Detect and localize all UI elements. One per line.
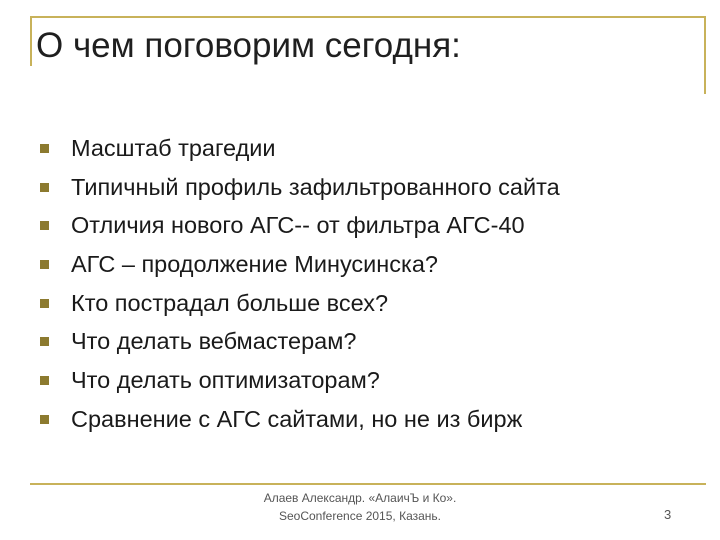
list-item-text: Что делать оптимизаторам?	[71, 366, 380, 393]
footer-event: SeoConference 2015, Казань.	[278, 509, 441, 523]
square-bullet-icon	[40, 260, 49, 269]
list-item	[40, 284, 560, 323]
square-bullet-icon	[40, 337, 49, 346]
list-item	[40, 400, 560, 439]
page-number: 3	[664, 507, 672, 522]
list-item	[40, 322, 560, 361]
slide-title: О чем поговорим сегодня:	[36, 26, 461, 65]
list-item-text: Отличия нового АГС-- от фильтра АГС-40	[71, 212, 525, 239]
list-item-text: Что делать вебмастерам?	[71, 328, 357, 355]
slide-footer	[150, 489, 570, 525]
list-item	[40, 129, 560, 168]
list-item	[40, 206, 560, 245]
square-bullet-icon	[40, 183, 49, 192]
square-bullet-icon	[40, 221, 49, 230]
bullet-list	[40, 129, 560, 439]
list-item-text: Сравнение с АГС сайтами, но не из бирж	[71, 405, 523, 432]
square-bullet-icon	[40, 299, 49, 308]
square-bullet-icon	[40, 144, 49, 153]
footer-author: Алаев Александр. «АлаичЪ и Ко».	[263, 491, 457, 505]
list-item-text: Кто пострадал больше всех?	[71, 289, 389, 316]
list-item-text: Масштаб трагедии	[71, 134, 276, 161]
square-bullet-icon	[40, 376, 49, 385]
list-item-text: Типичный профиль зафильтрованного сайта	[71, 173, 560, 200]
list-item	[40, 361, 560, 400]
list-item	[40, 168, 560, 207]
list-item-text: АГС – продолжение Минусинска?	[71, 250, 438, 277]
frame-left-line	[30, 16, 32, 66]
frame-right-line	[704, 16, 706, 94]
square-bullet-icon	[40, 415, 49, 424]
frame-top-line	[30, 16, 706, 18]
list-item	[40, 245, 560, 284]
frame-bottom-line	[30, 483, 706, 485]
